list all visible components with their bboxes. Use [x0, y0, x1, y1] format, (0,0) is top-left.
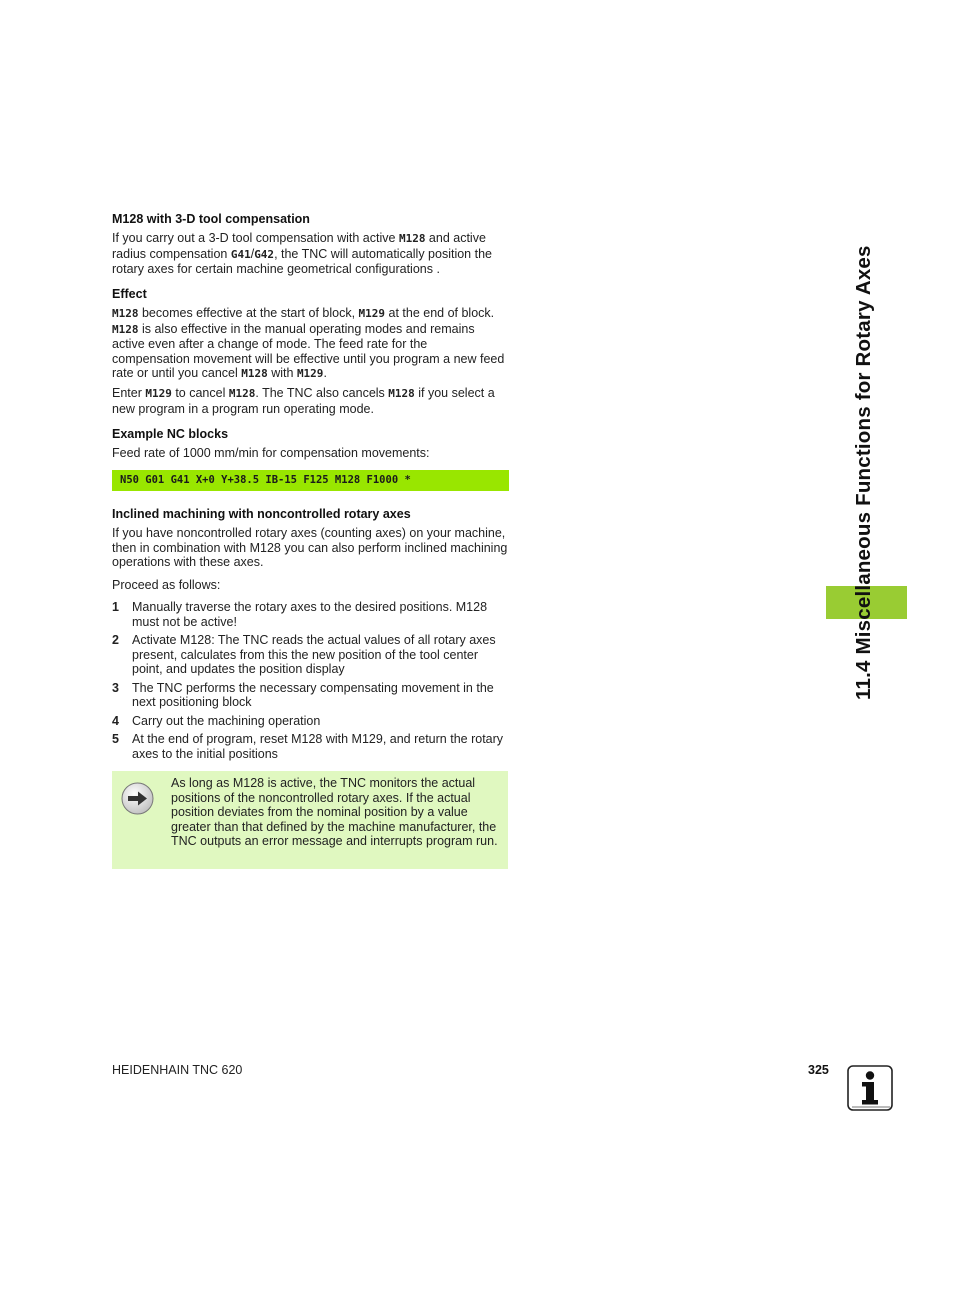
- paragraph-m128-intro: If you carry out a 3-D tool compensation with active M128 and active radius compensation G41/G42, the TNC will automatically position the rotary axes for certain machine geometrical configurations .: [112, 231, 492, 276]
- nc-code-block: N50 G01 G41 X+0 Y+38.5 IB-15 F125 M128 F1000 *: [112, 470, 509, 491]
- step-text: Manually traverse the rotary axes to the desired positions. M128 must not be active!: [132, 600, 488, 629]
- arrow-right-icon: [121, 782, 154, 815]
- steps-list: [112, 600, 508, 765]
- paragraph-inclined-intro: If you have noncontrolled rotary axes (counting axes) on your machine, then in combination with M128 you can also perform inclined machining operations with these axes.: [112, 526, 508, 569]
- paragraph-effect: M128 becomes effective at the start of block, M129 at the end of block. M128 is also effective in the manual operating modes and remains active even after a change of mode. The feed rate for the compensation movement will be effective until you program a new feed rate or until you cancel M128 with M129.: [112, 306, 505, 380]
- list-item: [112, 600, 508, 629]
- step-number: 4: [112, 713, 119, 728]
- paragraph-proceed: Proceed as follows:: [112, 578, 221, 592]
- step-text: At the end of program, reset M128 with M129, and return the rotary axes to the initial positions: [132, 732, 504, 761]
- chapter-title: 11.4 Miscellaneous Functions for Rotary Axes: [852, 245, 875, 700]
- paragraph-cancel: Enter M129 to cancel M128. The TNC also cancels M128 if you select a new program in a program run operating mode.: [112, 386, 495, 416]
- note-text: As long as M128 is active, the TNC monitors the actual positions of the noncontrolled rotary axes. If the actual position deviates from the nominal position by a value greater than that defined by the machine manufacturer, the TNC outputs an error message and interrupts program run.: [171, 776, 498, 848]
- step-number: 3: [112, 680, 119, 695]
- list-item: [112, 732, 508, 761]
- heading-example-nc-blocks: Example NC blocks: [112, 427, 229, 441]
- info-icon: [847, 1065, 893, 1111]
- note-box: [112, 771, 508, 869]
- footer-product: HEIDENHAIN TNC 620: [112, 1063, 243, 1077]
- step-text: Activate M128: The TNC reads the actual values of all rotary axes present, calculates from this the new position of the tool center point, and updates the position display: [132, 633, 496, 676]
- step-number: 2: [112, 633, 119, 647]
- step-number: 1: [112, 600, 119, 614]
- heading-inclined-machining: Inclined machining with noncontrolled rotary axes: [112, 507, 411, 521]
- step-text: The TNC performs the necessary compensating movement in the next positioning block: [132, 680, 494, 709]
- step-number: 5: [112, 732, 119, 746]
- list-item: [112, 633, 508, 677]
- list-item: [112, 714, 508, 729]
- paragraph-feed-rate: Feed rate of 1000 mm/min for compensation movements:: [112, 446, 430, 460]
- page-number: 325: [808, 1063, 829, 1077]
- heading-m128-3d: M128 with 3-D tool compensation: [112, 212, 310, 226]
- step-text: Carry out the machining operation: [132, 713, 321, 728]
- list-item: [112, 681, 508, 710]
- heading-effect: Effect: [112, 287, 147, 301]
